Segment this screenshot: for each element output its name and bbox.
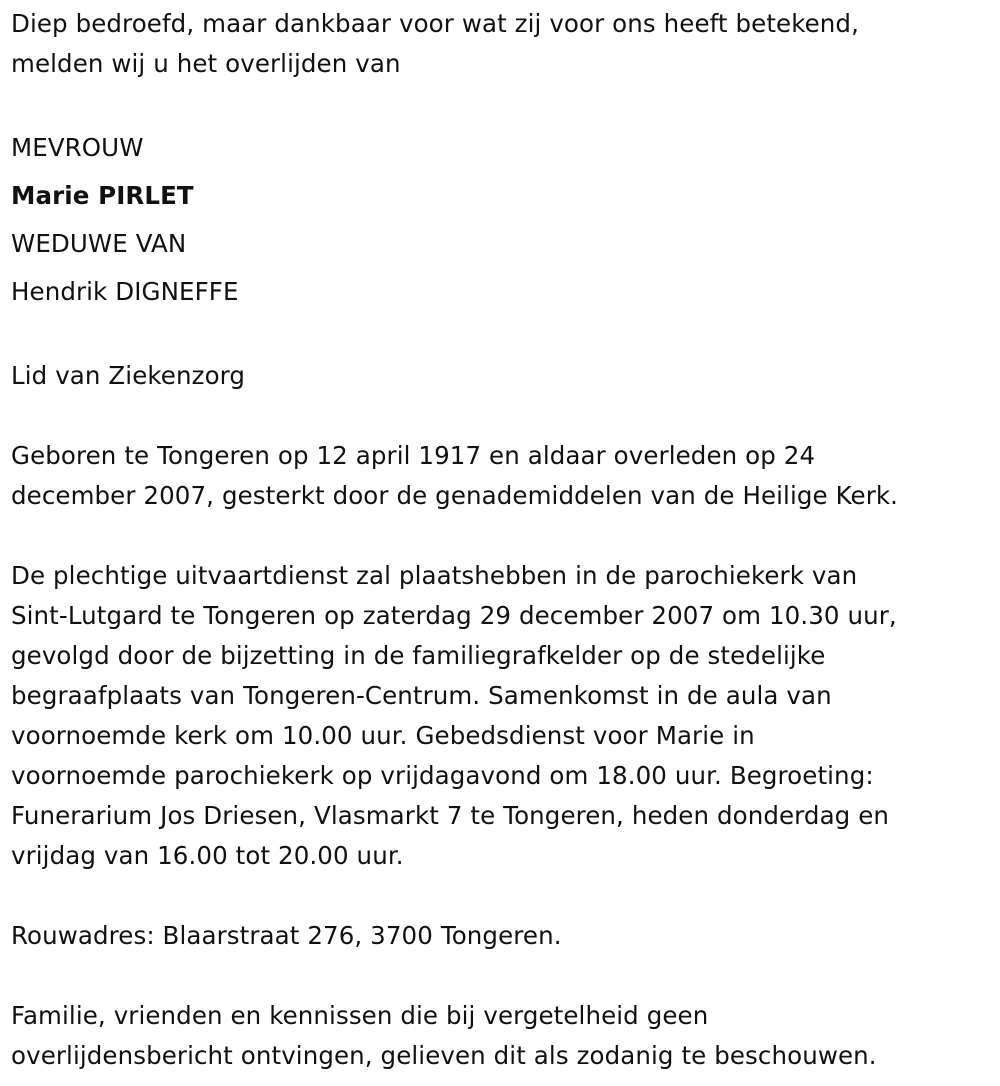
text-line: Familie, vrienden en kennissen die bij vergetelheid geen [11,1001,709,1030]
text-line: Sint-Lutgard te Tongeren op zaterdag 29 december 2007 om 10.30 uur, [11,601,897,630]
honorific-title: MEVROUW [11,133,144,162]
funeral-paragraph [11,556,991,876]
membership-line: Lid van Ziekenzorg [11,361,246,390]
death-notice [11,4,991,1076]
text-line: begraafplaats van Tongeren-Centrum. Samenkomst in de aula van [11,681,832,710]
paragraph-gap [11,396,991,436]
text-line: melden wij u het overlijden van [11,49,401,78]
intro-paragraph [11,4,991,84]
text-line: De plechtige uitvaartdienst zal plaatshebben in de parochiekerk van [11,561,858,590]
text-line: overlijdensbericht ontvingen, gelieven dit als zodanig te beschouwen. [11,1041,877,1070]
text-line: december 2007, gesterkt door de genademiddelen van de Heilige Kerk. [11,481,899,510]
relation-label: WEDUWE VAN [11,229,187,258]
paragraph-gap [11,876,991,916]
name-block [11,124,991,316]
text-line: Diep bedroefd, maar dankbaar voor wat zij voor ons heeft betekend, [11,9,859,38]
mourning-address: Rouwadres: Blaarstraat 276, 3700 Tongeren. [11,921,562,950]
paragraph-gap [11,956,991,996]
text-line: Geboren te Tongeren op 12 april 1917 en aldaar overleden op 24 [11,441,816,470]
deceased-name: Marie PIRLET [11,181,194,210]
text-line: voornoemde parochiekerk op vrijdagavond om 18.00 uur. Begroeting: [11,761,874,790]
paragraph-gap [11,316,991,356]
paragraph-gap [11,84,991,124]
closing-paragraph [11,996,991,1076]
text-line: Funerarium Jos Driesen, Vlasmarkt 7 te Tongeren, heden donderdag en [11,801,890,830]
birth-death-paragraph [11,436,991,516]
text-line: voornoemde kerk om 10.00 uur. Gebedsdienst voor Marie in [11,721,755,750]
spouse-name: Hendrik DIGNEFFE [11,277,239,306]
text-line: gevolgd door de bijzetting in de familiegrafkelder op de stedelijke [11,641,826,670]
text-line: vrijdag van 16.00 tot 20.00 uur. [11,841,404,870]
paragraph-gap [11,516,991,556]
